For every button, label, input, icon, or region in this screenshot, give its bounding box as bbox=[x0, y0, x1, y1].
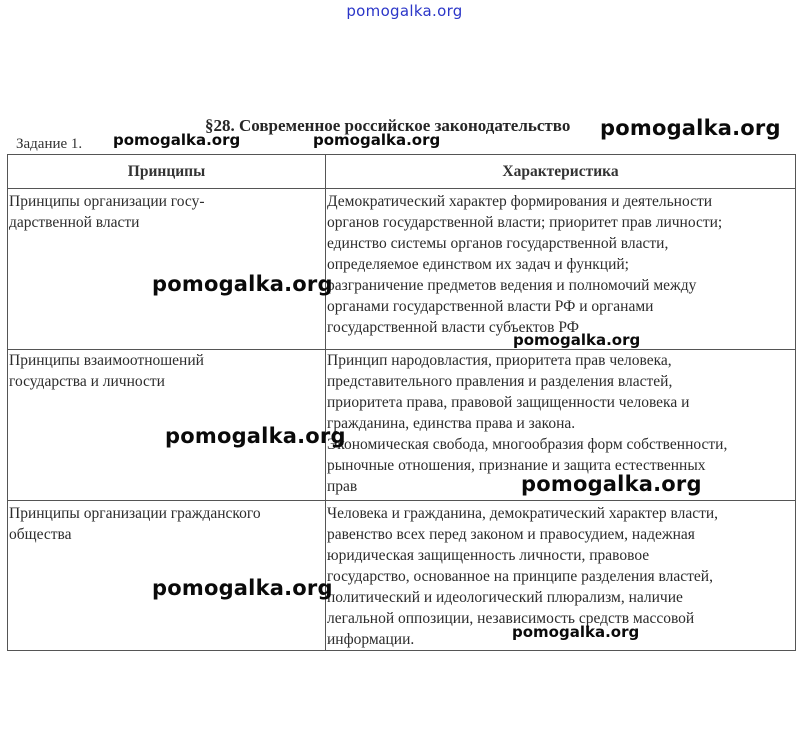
principle-text: Принципы взаимоотношений государства и личности bbox=[9, 352, 204, 390]
description-text: Человека и гражданина, демократический характер власти, равенство всех перед законом и правосудием, надежная юридическая защищенность личности, правовое государство, основанное на принципе разделения властей, политический и идеологический плюрализм, наличие легальной оппозиции, независимость средств массовой информации. bbox=[327, 505, 719, 648]
column-header-principles: Принципы bbox=[8, 155, 326, 189]
watermark: pomogalka.org bbox=[152, 272, 333, 296]
description-text: Принцип народовластия, приоритета прав человека, представительного правления и разделения властей, приоритета права, правовой защищенности человека и гражданина, единства права и закона. Экономическая свобода, многообразия форм собственности, рыночные отношения, признание и защита естественных прав bbox=[327, 352, 728, 495]
principle-text: Принципы организации госу- дарственной власти bbox=[9, 193, 205, 231]
task-label: Задание 1. bbox=[16, 136, 83, 152]
description-cell bbox=[326, 189, 796, 350]
watermark: pomogalka.org bbox=[512, 623, 640, 641]
watermark: pomogalka.org bbox=[521, 472, 702, 496]
column-header-characteristic: Характеристика bbox=[326, 155, 796, 189]
watermark: pomogalka.org bbox=[513, 331, 641, 349]
principles-table bbox=[7, 154, 796, 651]
table-header-row bbox=[8, 155, 796, 189]
watermark: pomogalka.org bbox=[152, 576, 333, 600]
description-text: Демократический характер формирования и деятельности органов государственной власти; приоритет прав личности; единство системы органов государственной власти, определяемое единством их задач и функций; разграничение предметов ведения и полномочий между органами государственной власти РФ и органами государственной власти субъектов РФ bbox=[327, 193, 723, 336]
table-row bbox=[8, 501, 796, 651]
watermark: pomogalka.org bbox=[313, 131, 441, 149]
watermark: pomogalka.org bbox=[113, 131, 241, 149]
principle-text: Принципы организации гражданского общества bbox=[9, 505, 261, 543]
watermark: pomogalka.org bbox=[600, 116, 781, 140]
watermark: pomogalka.org bbox=[165, 424, 346, 448]
principle-cell bbox=[8, 189, 326, 350]
table-row bbox=[8, 189, 796, 350]
header-site-link[interactable]: pomogalka.org bbox=[346, 2, 463, 20]
section-title: §28. Современное российское законодательство bbox=[205, 116, 571, 135]
